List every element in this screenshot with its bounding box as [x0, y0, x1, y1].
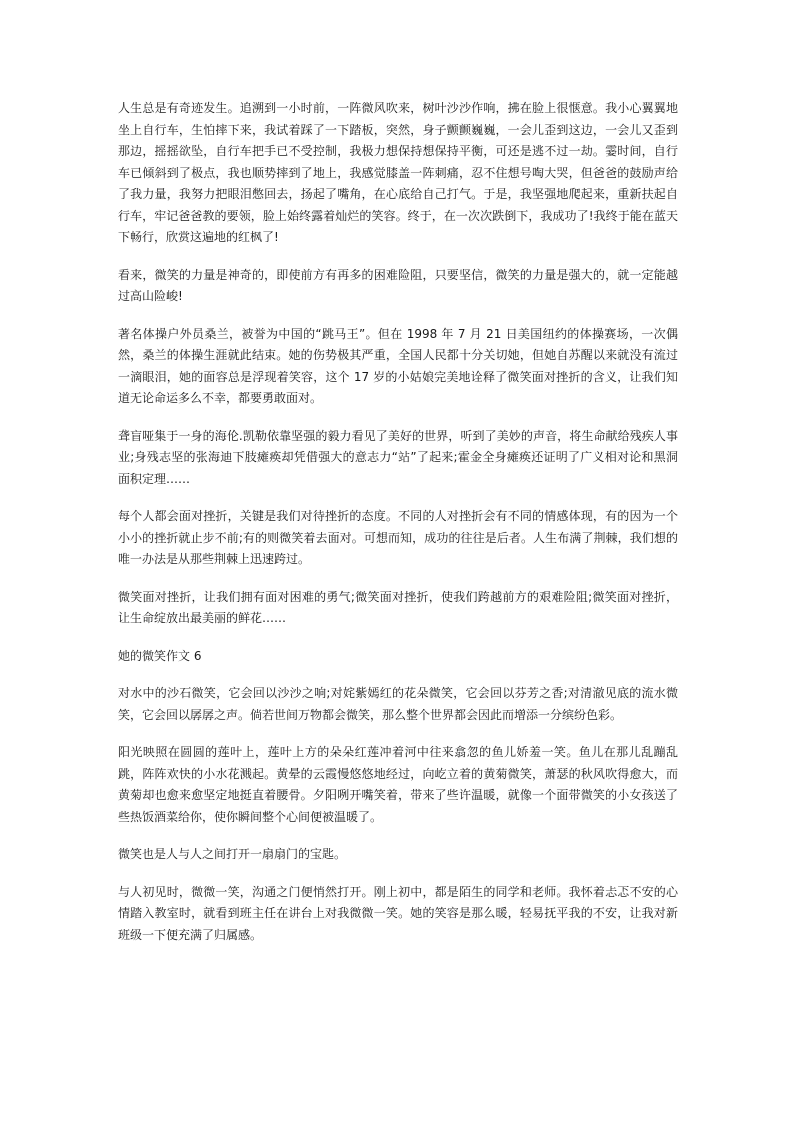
- paragraph-golden-key: 微笑也是人与人之间打开一扇扇门的宝匙。: [118, 847, 347, 861]
- paragraph-lotus-and-chrysanthemum: 阳光映照在圆圆的莲叶上，莲叶上方的朵朵红莲冲着河中往来翕忽的鱼儿娇羞一笑。鱼儿在那儿乱蹦乱跳，阵阵欢快的小水花溅起。黄晕的云霞慢悠悠地经过，向屹立着的黄菊微笑，萧瑟的秋风吹得愈大，而黄菊却也愈来愈坚定地挺直着腰骨。夕阳咧开嘴笑着，带来了些许温暖，就像一个面带微笑的小女孩送了些热饭酒菜给你，使你瞬间整个心间便被温暖了。: [118, 745, 678, 824]
- paragraph-role-models: 聋盲哑集于一身的海伦.凯勒依靠坚强的毅力看见了美好的世界，听到了美妙的声音，将生命献给残疾人事业;身残志坚的张海迪下肢瘫痪却凭借强大的意志力“站”了起来;霍金全身瘫痪还证明了广义相对论和黑洞面积定理……: [118, 428, 678, 486]
- paragraph-attitude-to-setbacks: 每个人都会面对挫折，关键是我们对待挫折的态度。不同的人对挫折会有不同的情感体现，有的因为一个小小的挫折就止步不前;有的则微笑着去面对。可想而知，成功的往往是后者。人生布满了荆棘，我们想的唯一办法是从那些荆棘上迅速跨过。: [118, 509, 678, 566]
- section-heading: 她的微笑作文 6: [118, 648, 202, 663]
- paragraph-first-meeting: 与人初见时，微微一笑，沟通之门便悄然打开。刚上初中，都是陌生的同学和老师。我怀着忐忑不安的心情踏入教室时，就看到班主任在讲台上对我微微一笑。她的笑容是那么暖，轻易抚平我的不安，让我对新班级一下便充满了归属感。: [118, 884, 678, 942]
- paragraph-smile-at-nature: 对水中的沙石微笑，它会回以沙沙之响;对姹紫嫣红的花朵微笑，它会回以芬芳之香;对清澈见底的流水微笑，它会回以孱孱之声。倘若世间万物都会微笑，那么整个世界都会因此而增添一分缤纷色彩。: [118, 686, 678, 722]
- paragraph-bicycle-story: 人生总是有奇迹发生。追溯到一小时前，一阵微风吹来，树叶沙沙作响，拂在脸上很惬意。我小心翼翼地坐上自行车，生怕摔下来，我试着踩了一下踏板，突然，身子颤颤巍巍，一会儿歪到这边，一会儿又歪到那边，摇摇欲坠，自行车把手已不受控制，我极力想保持想保持平衡，可还是逃不过一劫。霎时间，自行车已倾斜到了极点，我也顺势摔到了地上，我感觉膝盖一阵刺痛，忍不住想号啕大哭，但爸爸的鼓励声给了我力量，我努力把眼泪憋回去，扬起了嘴角，在心底给自己打气。于是，我坚强地爬起来，重新扶起自行车，牢记爸爸教的要领，脸上始终露着灿烂的笑容。终于，在一次次跌倒下，我成功了!我终于能在蓝天下畅行，欣赏这遍地的红枫了!: [118, 101, 678, 244]
- paragraph-smile-at-setbacks: 微笑面对挫折，让我们拥有面对困难的勇气;微笑面对挫折，使我们跨越前方的艰难险阻;微笑面对挫折，让生命绽放出最美丽的鲜花……: [118, 589, 678, 625]
- paragraph-power-of-smile: 看来，微笑的力量是神奇的，即使前方有再多的困难险阻，只要坚信，微笑的力量是强大的，就一定能越过高山险峻!: [118, 267, 678, 303]
- document-page: [118, 98, 678, 962]
- paragraph-sang-lan: 著名体操户外员桑兰，被誉为中国的“跳马王”。但在 1998 年 7 月 21 日美国纽约的体操赛场，一次偶然，桑兰的体操生涯就此结束。她的伤势极其严重，全国人民都十分关切她，但她自苏醒以来就没有流过一滴眼泪，她的面容总是浮现着笑容，这个 17 岁的小姑娘完美地诠释了微笑面对挫折的含义，让我们知道无论命运多么不幸，都要勇敢面对。: [118, 326, 678, 405]
